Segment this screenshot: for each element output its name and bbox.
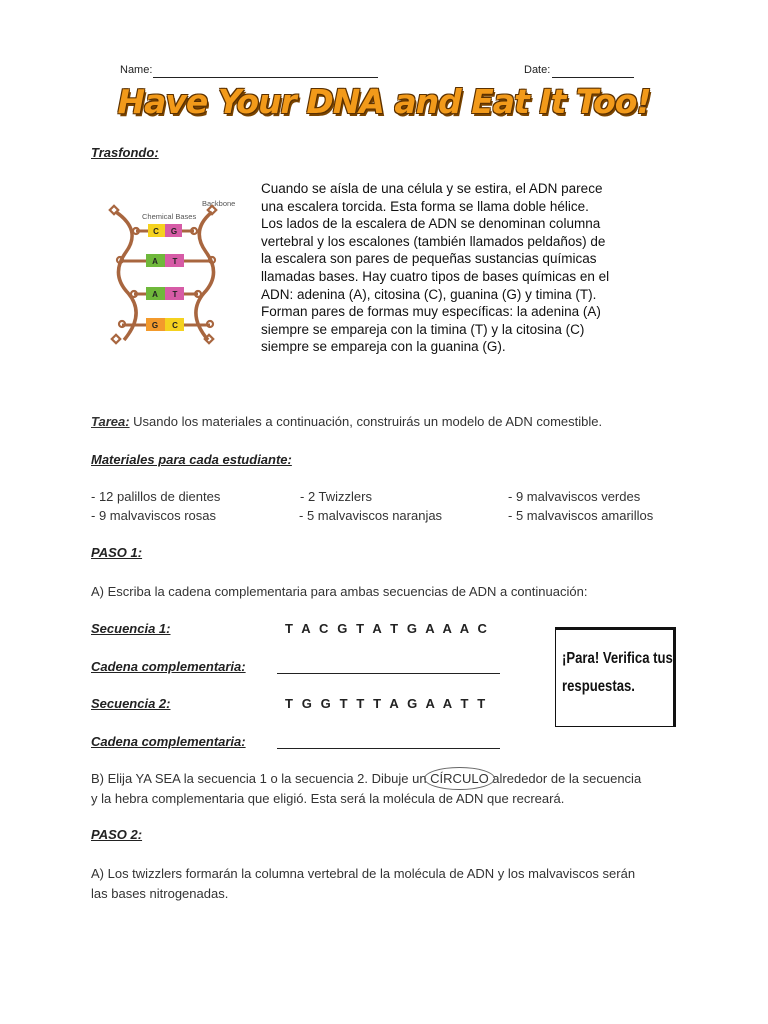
date-field[interactable] — [552, 77, 634, 78]
base-3-left: A — [152, 290, 158, 299]
background-line: una escalera torcida. Esta forma se llama doble hélice. — [261, 198, 589, 214]
step2-line-1: A) Los twizzlers formarán la columna vertebral de la molécula de ADN y los malvaviscos serán — [91, 866, 636, 881]
background-line: la escalera son pares de pequeñas sustancias químicas — [261, 251, 597, 267]
complement-1-label: Cadena complementaria: — [91, 659, 246, 674]
base-3-right: T — [172, 290, 178, 299]
background-line: siempre se empareja con la guanina (G). — [261, 339, 506, 355]
background-line: Cuando se aísla de una célula y se estira, el ADN parece — [261, 181, 603, 196]
task-line — [91, 414, 602, 429]
material-item: - 12 palillos de dientes — [91, 489, 221, 504]
sequence-1: T A C G T A T G A A A C — [285, 621, 490, 636]
bases-label: Chemical Bases — [142, 212, 197, 221]
circle-outline — [424, 767, 495, 790]
step1-heading: PASO 1: — [91, 545, 143, 560]
background-line: vertebral y los escalones (también llamados peldaños) de — [261, 233, 606, 249]
background-line: siempre se empareja con la timina (T) y la citosina (C) — [261, 321, 585, 337]
base-2-left: A — [152, 257, 158, 266]
check-answers-text — [562, 645, 673, 701]
background-line: ADN: adenina (A), citosina (C), guanina (G) y timina (T). — [261, 286, 597, 302]
check-answers-line: ¡Para! Verifica tus — [562, 650, 673, 667]
base-4-left: G — [151, 321, 159, 330]
circle-word-text: CÍRCULO — [430, 771, 489, 786]
task-text: Usando los materiales a continuación, construirás un modelo de ADN comestible. — [129, 414, 603, 429]
sequence-2-label: Secuencia 2: — [91, 696, 171, 711]
step2-line-2: las bases nitrogenadas. — [91, 886, 229, 901]
background-line: llamadas bases. Hay cuatro tipos de bases químicas en el — [261, 268, 610, 284]
circle-word — [430, 771, 489, 786]
check-answers-line: respuestas. — [562, 678, 635, 695]
date-label: Date: — [524, 64, 551, 76]
dna-ladder-diagram — [108, 190, 248, 350]
base-1-right: G — [170, 227, 178, 236]
materials-heading: Materiales para cada estudiante: — [91, 452, 292, 467]
instruction-b-text: alrededor de la secuencia — [488, 771, 642, 786]
material-item: - 5 malvaviscos naranjas — [299, 508, 443, 523]
base-pair-1 — [136, 224, 194, 237]
sequence-1-label: Secuencia 1: — [91, 621, 171, 636]
background-paragraph — [261, 180, 701, 356]
background-line: Forman pares de formas muy específicas: la adenina (A) — [261, 304, 601, 320]
material-item: - 2 Twizzlers — [300, 489, 372, 504]
material-item: - 9 malvaviscos verdes — [508, 489, 641, 504]
sequence-2: T G G T T T A G A A T T — [285, 696, 488, 711]
step1-instruction-b-line-1 — [91, 771, 641, 786]
backbone-label: Backbone — [202, 199, 236, 208]
base-pair-3 — [134, 287, 198, 300]
complement-2-answer-field[interactable] — [277, 748, 500, 749]
step1-instruction-b-line-2: y la hebra complementaria que eligió. Esta será la molécula de ADN que recreará. — [91, 791, 565, 806]
name-field[interactable] — [153, 77, 378, 78]
task-label: Tarea: — [91, 414, 130, 429]
base-1-left: C — [153, 227, 159, 236]
material-item: - 5 malvaviscos amarillos — [508, 508, 654, 523]
instruction-b-text: B) Elija YA SEA la secuencia 1 o la secuencia 2. Dibuje un — [91, 771, 431, 786]
step2-heading: PASO 2: — [91, 827, 143, 842]
material-item: - 9 malvaviscos rosas — [91, 508, 216, 523]
complement-2-label: Cadena complementaria: — [91, 734, 246, 749]
background-heading: Trasfondo: — [91, 145, 159, 160]
name-label: Name: — [120, 64, 153, 76]
step1-instruction-a: A) Escriba la cadena complementaria para ambas secuencias de ADN a continuación: — [91, 584, 588, 599]
background-line: Los lados de la escalera de ADN se denominan columna — [261, 216, 601, 232]
base-4-right: C — [172, 321, 178, 330]
base-2-right: T — [172, 257, 178, 266]
complement-1-answer-field[interactable] — [277, 673, 500, 674]
page-title: Have Your DNA and Eat It Too! — [117, 82, 651, 121]
base-pair-2 — [122, 254, 210, 267]
